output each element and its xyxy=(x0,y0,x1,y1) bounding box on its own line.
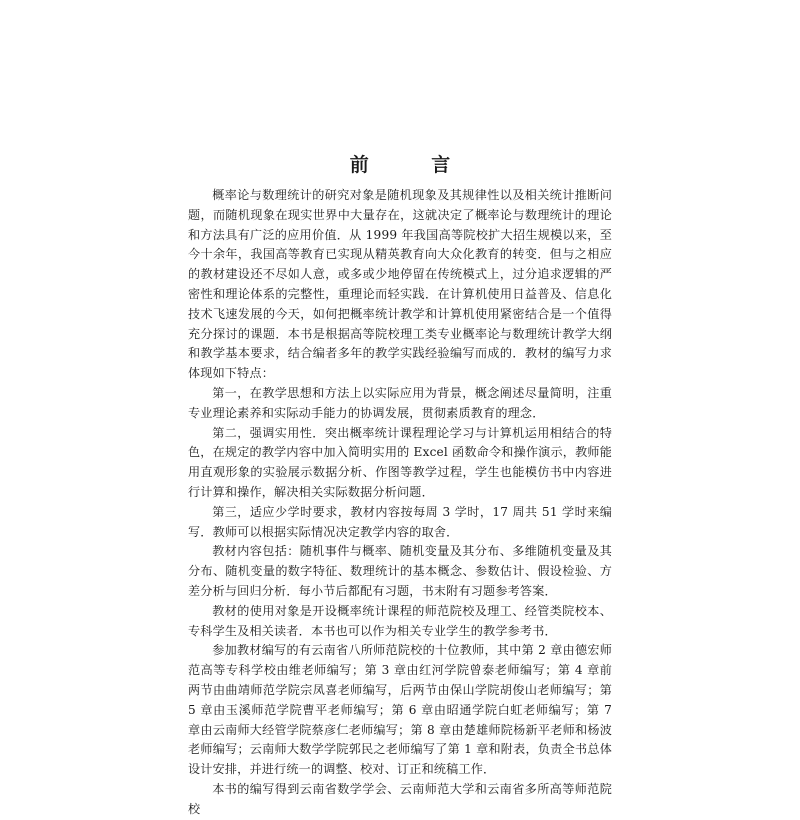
paragraph: 本书的编写得到云南省数学学会、云南师范大学和云南省多所高等师范院校 xyxy=(188,781,612,816)
paragraph: 第二，强调实用性．突出概率统计课程理论学习与计算机运用相结合的特色，在规定的教学内容中加入简明实用的 Excel 函数命令和操作演示，教师能用直观形象的实验展示数据分析、作图等教学过程，学生也能模仿书中内容进行计算和操作，解决相关实际数据分析问题． xyxy=(188,425,612,499)
paragraph: 第三，适应少学时要求，教材内容按每周 3 学时，17 周共 51 学时来编写．教师可以根据实际情况决定教学内容的取舍． xyxy=(188,504,612,539)
paragraph: 参加教材编写的有云南省八所师范院校的十位教师，其中第 2 章由德宏师范高等专科学校由维老师编写；第 3 章由红河学院曾泰老师编写；第 4 章前两节由曲靖师范学院宗凤喜老师编写，后两节由保山学院胡俊山老师编写；第 5 章由玉溪师范学院曹平老师编写；第 6 章由昭通学院白虹老师编写；第 7 章由云南师大经管学院蔡彦仁老师编写；第 8 章由楚雄师院杨新平老师和杨波老师编写；云南师大数学学院郭民之老师编写了第 1 章和附表，负责全书总体设计安排，并进行统一的调整、校对、订正和统稿工作． xyxy=(188,643,612,777)
page-title: 前 言 xyxy=(349,154,479,176)
paragraph: 第一，在教学思想和方法上以实际应用为背景，概念阐述尽量简明，注重专业理论素养和实际动手能力的协调发展，贯彻素质教育的理念． xyxy=(188,385,612,420)
preface-body xyxy=(188,186,612,820)
paragraph: 概率论与数理统计的研究对象是随机现象及其规律性以及相关统计推断问题，而随机现象在现实世界中大量存在，这就决定了概率论与数理统计的理论和方法具有广泛的应用价值．从 1999 年我国高等院校扩大招生规模以来，至今十余年，我国高等教育已实现从精英教育向大众化教育的转变．但与之相应的教材建设还不尽如人意，或多或少地停留在传统模式上，过分追求逻辑的严密性和理论体系的完整性，重理论而轻实践．在计算机使用日益普及、信息化技术飞速发展的今天，如何把概率统计教学和计算机使用紧密结合是一个值得充分探讨的课题．本书是根据高等院校理工类专业概率论与数理统计教学大纲和教学基本要求，结合编者多年的教学实践经验编写而成的．教材的编写力求体现如下特点： xyxy=(188,188,612,381)
paragraph: 教材的使用对象是开设概率统计课程的师范院校及理工、经管类院校本、专科学生及相关读者．本书也可以作为相关专业学生的教学参考书． xyxy=(188,603,612,638)
paragraph: 教材内容包括：随机事件与概率、随机变量及其分布、多维随机变量及其分布、随机变量的数字特征、数理统计的基本概念、参数估计、假设检验、方差分析与回归分析．每小节后都配有习题，书末附有习题参考答案． xyxy=(188,544,612,598)
